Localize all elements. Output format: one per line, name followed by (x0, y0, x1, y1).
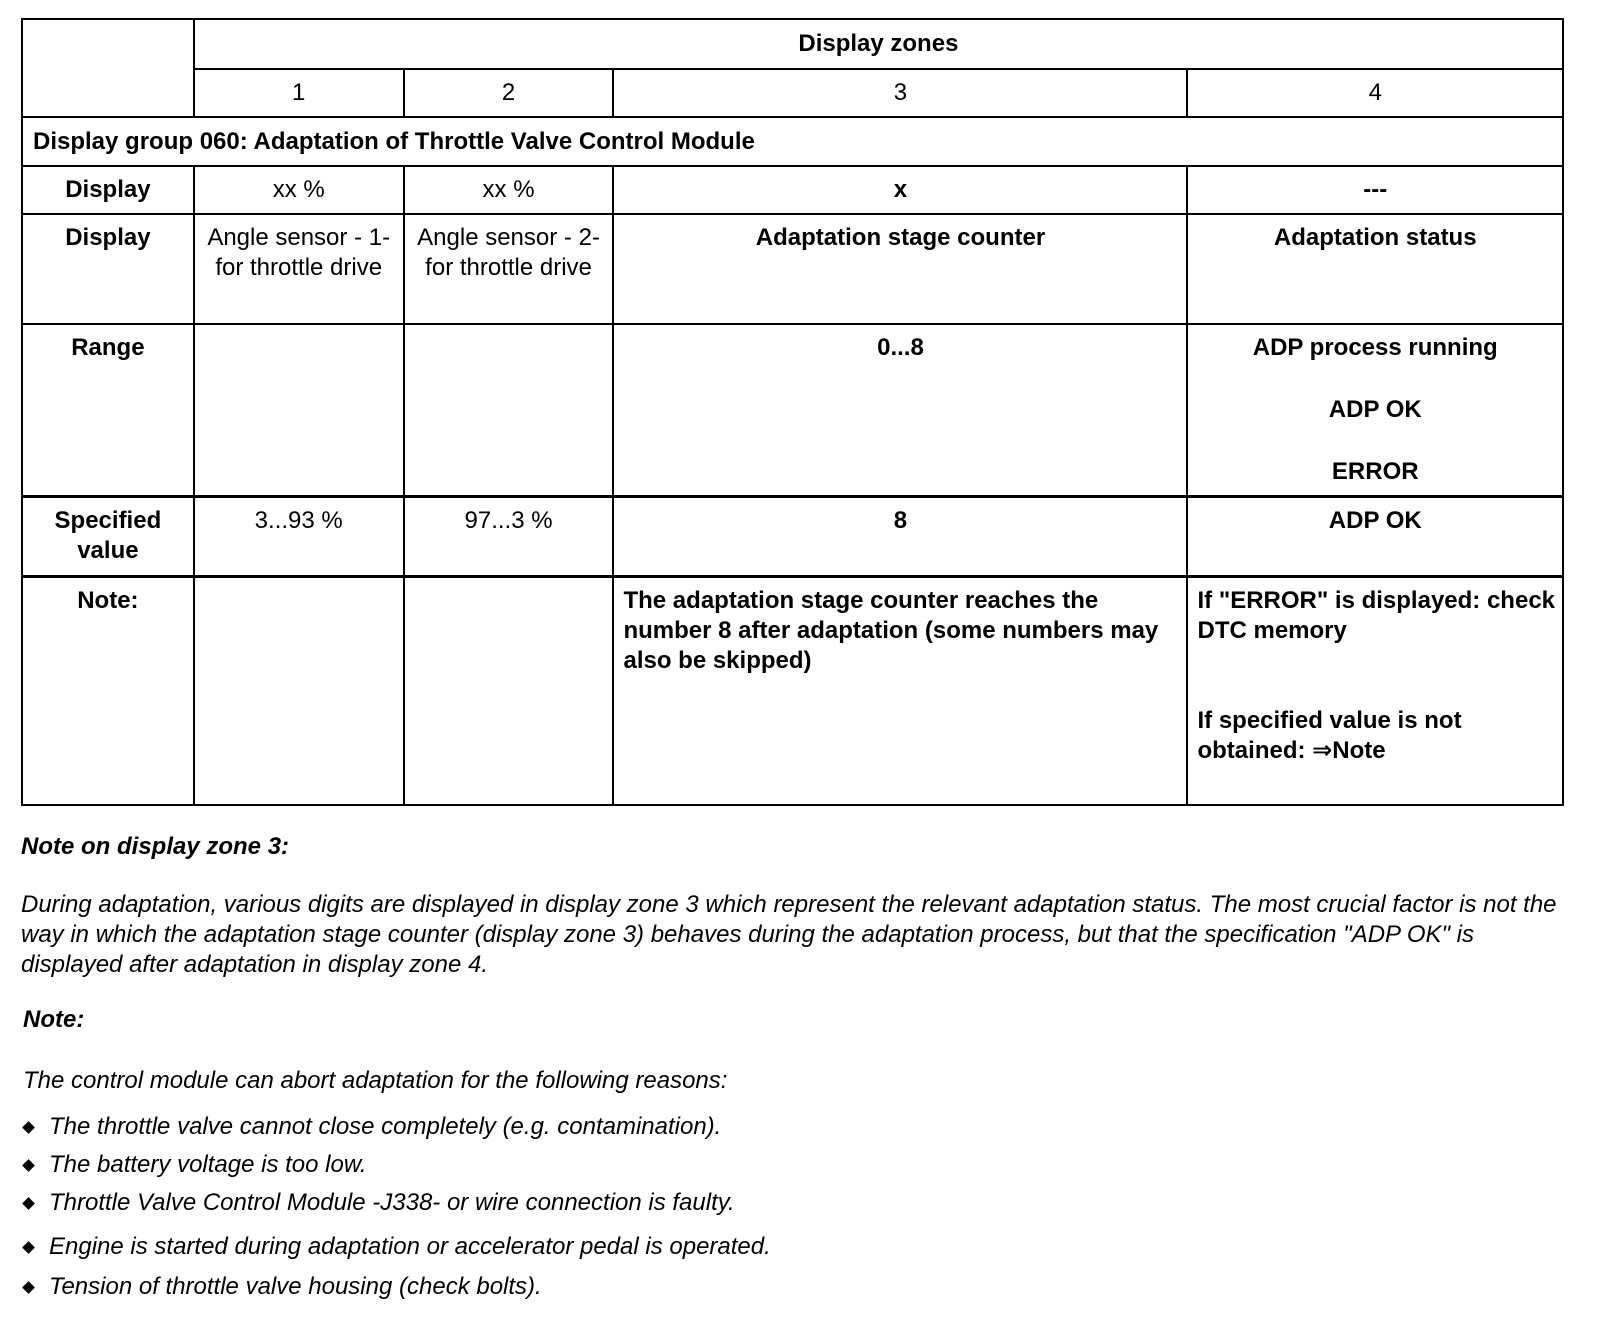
display-value-zone-4: --- (1187, 166, 1563, 214)
note-zone-4 (1187, 576, 1563, 805)
list-item (18, 1268, 771, 1306)
note-zone-1 (194, 576, 404, 805)
abort-reasons-list (18, 1108, 771, 1306)
row-label-display-values: Display (22, 166, 194, 214)
range-zone-2 (404, 324, 614, 496)
note-zone-2 (404, 576, 614, 805)
range-zone-4-item: ADP process running (1252, 334, 1498, 361)
specified-zone-2: 97...3 % (404, 496, 614, 576)
note-intro: The control module can abort adaptation for the following reasons: (23, 1067, 728, 1094)
note-zone-3: The adaptation stage counter reaches the number 8 after adaptation (some numbers may also be skipped) (613, 576, 1187, 805)
note-zone-4-error: If "ERROR" is displayed: check DTC memory (1197, 586, 1556, 644)
row-label-display-names: Display (22, 214, 194, 324)
display-name-zone-2: Angle sensor - 2- for throttle drive (404, 214, 614, 324)
zone-header-3: 3 (613, 69, 1187, 117)
reason-text: The battery voltage is too low. (49, 1151, 367, 1178)
display-name-zone-1: Angle sensor - 1- for throttle drive (194, 214, 404, 324)
corner-cell (22, 19, 194, 117)
display-group-title: Display group 060: Adaptation of Throttle Valve Control Module (22, 117, 1563, 166)
range-zone-3: 0...8 (613, 324, 1187, 496)
zone-header-2: 2 (404, 69, 614, 117)
note-zone-4-spacer (1197, 646, 1556, 706)
list-item (18, 1108, 771, 1146)
display-name-zone-3: Adaptation stage counter (613, 214, 1187, 324)
range-zone-4-item: ADP OK (1328, 396, 1422, 423)
list-item (18, 1228, 771, 1266)
display-value-zone-1: xx % (194, 166, 404, 214)
specified-zone-1: 3...93 % (194, 496, 404, 576)
note-heading: Note: (23, 1006, 85, 1033)
diamond-icon (22, 1281, 35, 1294)
list-item (18, 1184, 771, 1222)
note-zone3-text: During adaptation, various digits are displayed in display zone 3 which represent the relevant adaptation status. The most crucial factor is not the way in which the adaptation stage counter (display zone 3) behaves during the adaptation process, but that the specification "ADP OK" is displayed after adaptation in display zone 4. (21, 891, 1557, 978)
note-zone-4-specified: If specified value is not obtained: ⇒Note (1197, 706, 1462, 764)
diamond-icon (22, 1241, 35, 1254)
diamond-icon (22, 1159, 35, 1172)
display-value-zone-3: x (613, 166, 1187, 214)
reason-text: Engine is started during adaptation or accelerator pedal is operated. (49, 1233, 771, 1260)
display-zones-table (21, 18, 1564, 806)
diamond-icon (22, 1197, 35, 1210)
specified-zone-3: 8 (613, 496, 1187, 576)
row-label-specified-value: Specified value (22, 496, 194, 576)
display-zones-title: Display zones (194, 19, 1563, 69)
diamond-icon (22, 1121, 35, 1134)
zone-header-4: 4 (1187, 69, 1563, 117)
range-zone-4-item: ERROR (1331, 458, 1419, 485)
row-label-range: Range (22, 324, 194, 496)
display-value-zone-2: xx % (404, 166, 614, 214)
note-zone3-heading: Note on display zone 3: (21, 833, 290, 860)
reason-text: The throttle valve cannot close completely (e.g. contamination). (49, 1113, 722, 1140)
display-name-zone-4: Adaptation status (1187, 214, 1563, 324)
reason-text: Throttle Valve Control Module -J338- or wire connection is faulty. (49, 1189, 735, 1216)
range-zone-1 (194, 324, 404, 496)
row-label-note: Note: (22, 576, 194, 805)
list-item (18, 1146, 771, 1184)
reason-text: Tension of throttle valve housing (check bolts). (49, 1273, 542, 1300)
zone-header-1: 1 (194, 69, 404, 117)
specified-zone-4: ADP OK (1187, 496, 1563, 576)
range-zone-4 (1187, 324, 1563, 496)
